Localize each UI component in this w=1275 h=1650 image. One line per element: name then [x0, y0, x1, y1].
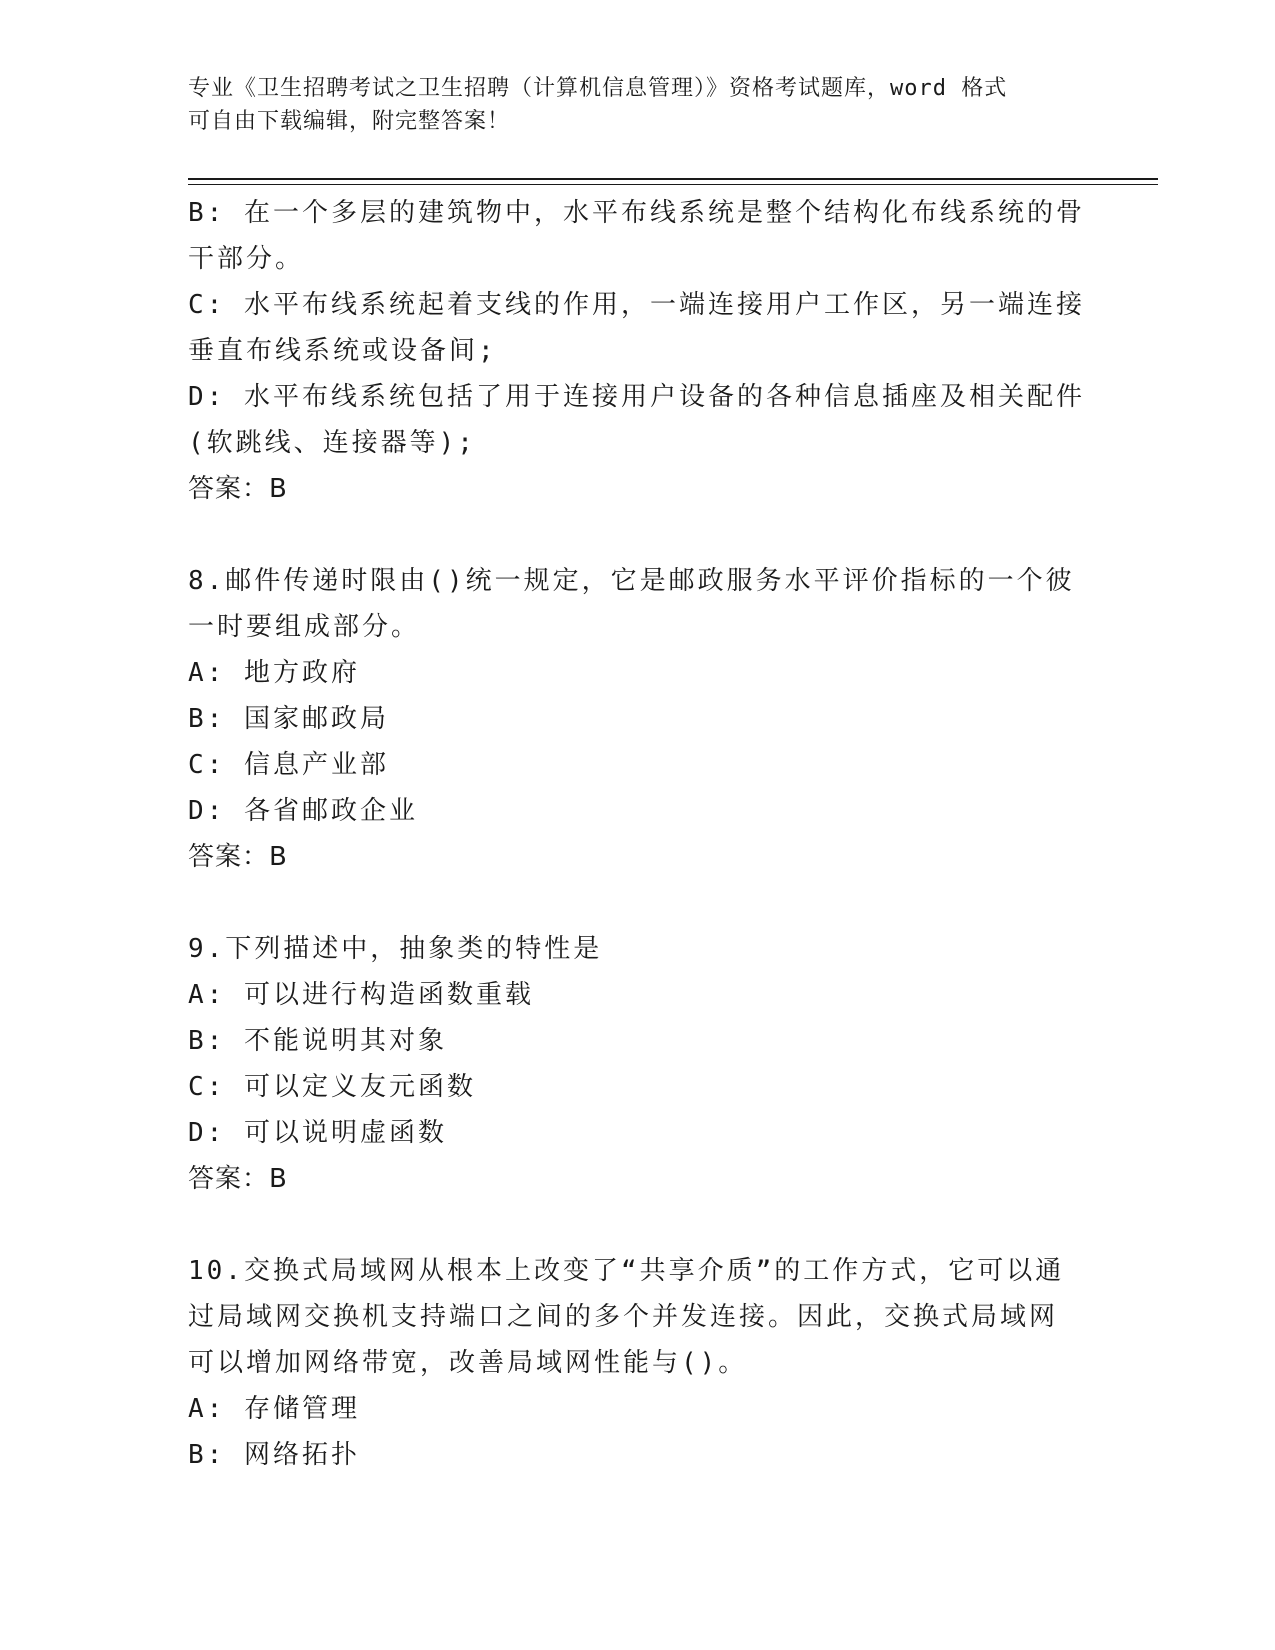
q8-stem-line-2: 一时要组成部分。: [188, 612, 421, 642]
question-10: [188, 1248, 1088, 1478]
q7-option-c-line-2: 垂直布线系统或设备间;: [188, 336, 497, 366]
q10-stem-line-2: 过局域网交换机支持端口之间的多个并发连接。因此，交换式局域网: [188, 1302, 1059, 1332]
header-line-1: 专业《卫生招聘考试之卫生招聘（计算机信息管理）》资格考试题库，word 格式: [188, 76, 1008, 101]
header-rule-thin: [188, 184, 1158, 185]
q8-option-c: C: 信息产业部: [188, 750, 389, 780]
q9-option-a: A: 可以进行构造函数重载: [188, 980, 534, 1010]
q10-option-b: B: 网络拓扑: [188, 1440, 360, 1470]
q10-stem-line-3: 可以增加网络带宽，改善局域网性能与()。: [188, 1348, 748, 1378]
header-line-2: 可自由下载编辑，附完整答案！: [188, 109, 511, 134]
header-rule-thick: [188, 178, 1158, 180]
question-content: [188, 190, 1088, 1478]
q9-option-c: C: 可以定义友元函数: [188, 1072, 476, 1102]
q9-stem: 9.下列描述中，抽象类的特性是: [188, 934, 603, 964]
q7-option-c-line-1: C: 水平布线系统起着支线的作用，一端连接用户工作区，另一端连接: [188, 290, 1085, 320]
question-9: [188, 926, 1088, 1202]
question-8: [188, 558, 1088, 880]
q7-answer: 答案：B: [188, 474, 288, 504]
q7-option-b-line-2: 干部分。: [188, 244, 305, 274]
q9-answer: 答案：B: [188, 1164, 288, 1194]
spacer: [188, 512, 1088, 558]
q8-answer: 答案：B: [188, 842, 288, 872]
q7-option-b-line-1: B: 在一个多层的建筑物中，水平布线系统是整个结构化布线系统的骨: [188, 198, 1085, 228]
q7-option-d-line-2: (软跳线、连接器等);: [188, 428, 476, 458]
q8-option-d: D: 各省邮政企业: [188, 796, 418, 826]
q8-option-a: A: 地方政府: [188, 658, 360, 688]
q9-option-d: D: 可以说明虚函数: [188, 1118, 447, 1148]
spacer: [188, 1202, 1088, 1248]
q7-option-d-line-1: D: 水平布线系统包括了用于连接用户设备的各种信息插座及相关配件: [188, 382, 1085, 412]
q10-stem-line-1: 10.交换式局域网从根本上改变了“共享介质”的工作方式，它可以通: [188, 1256, 1065, 1286]
q8-stem-line-1: 8.邮件传递时限由()统一规定，它是邮政服务水平评价指标的一个彼: [188, 566, 1075, 596]
q8-option-b: B: 国家邮政局: [188, 704, 389, 734]
question-7-tail: [188, 190, 1088, 512]
q9-option-b: B: 不能说明其对象: [188, 1026, 447, 1056]
document-header: [188, 72, 1088, 138]
spacer: [188, 880, 1088, 926]
q10-option-a: A: 存储管理: [188, 1394, 360, 1424]
